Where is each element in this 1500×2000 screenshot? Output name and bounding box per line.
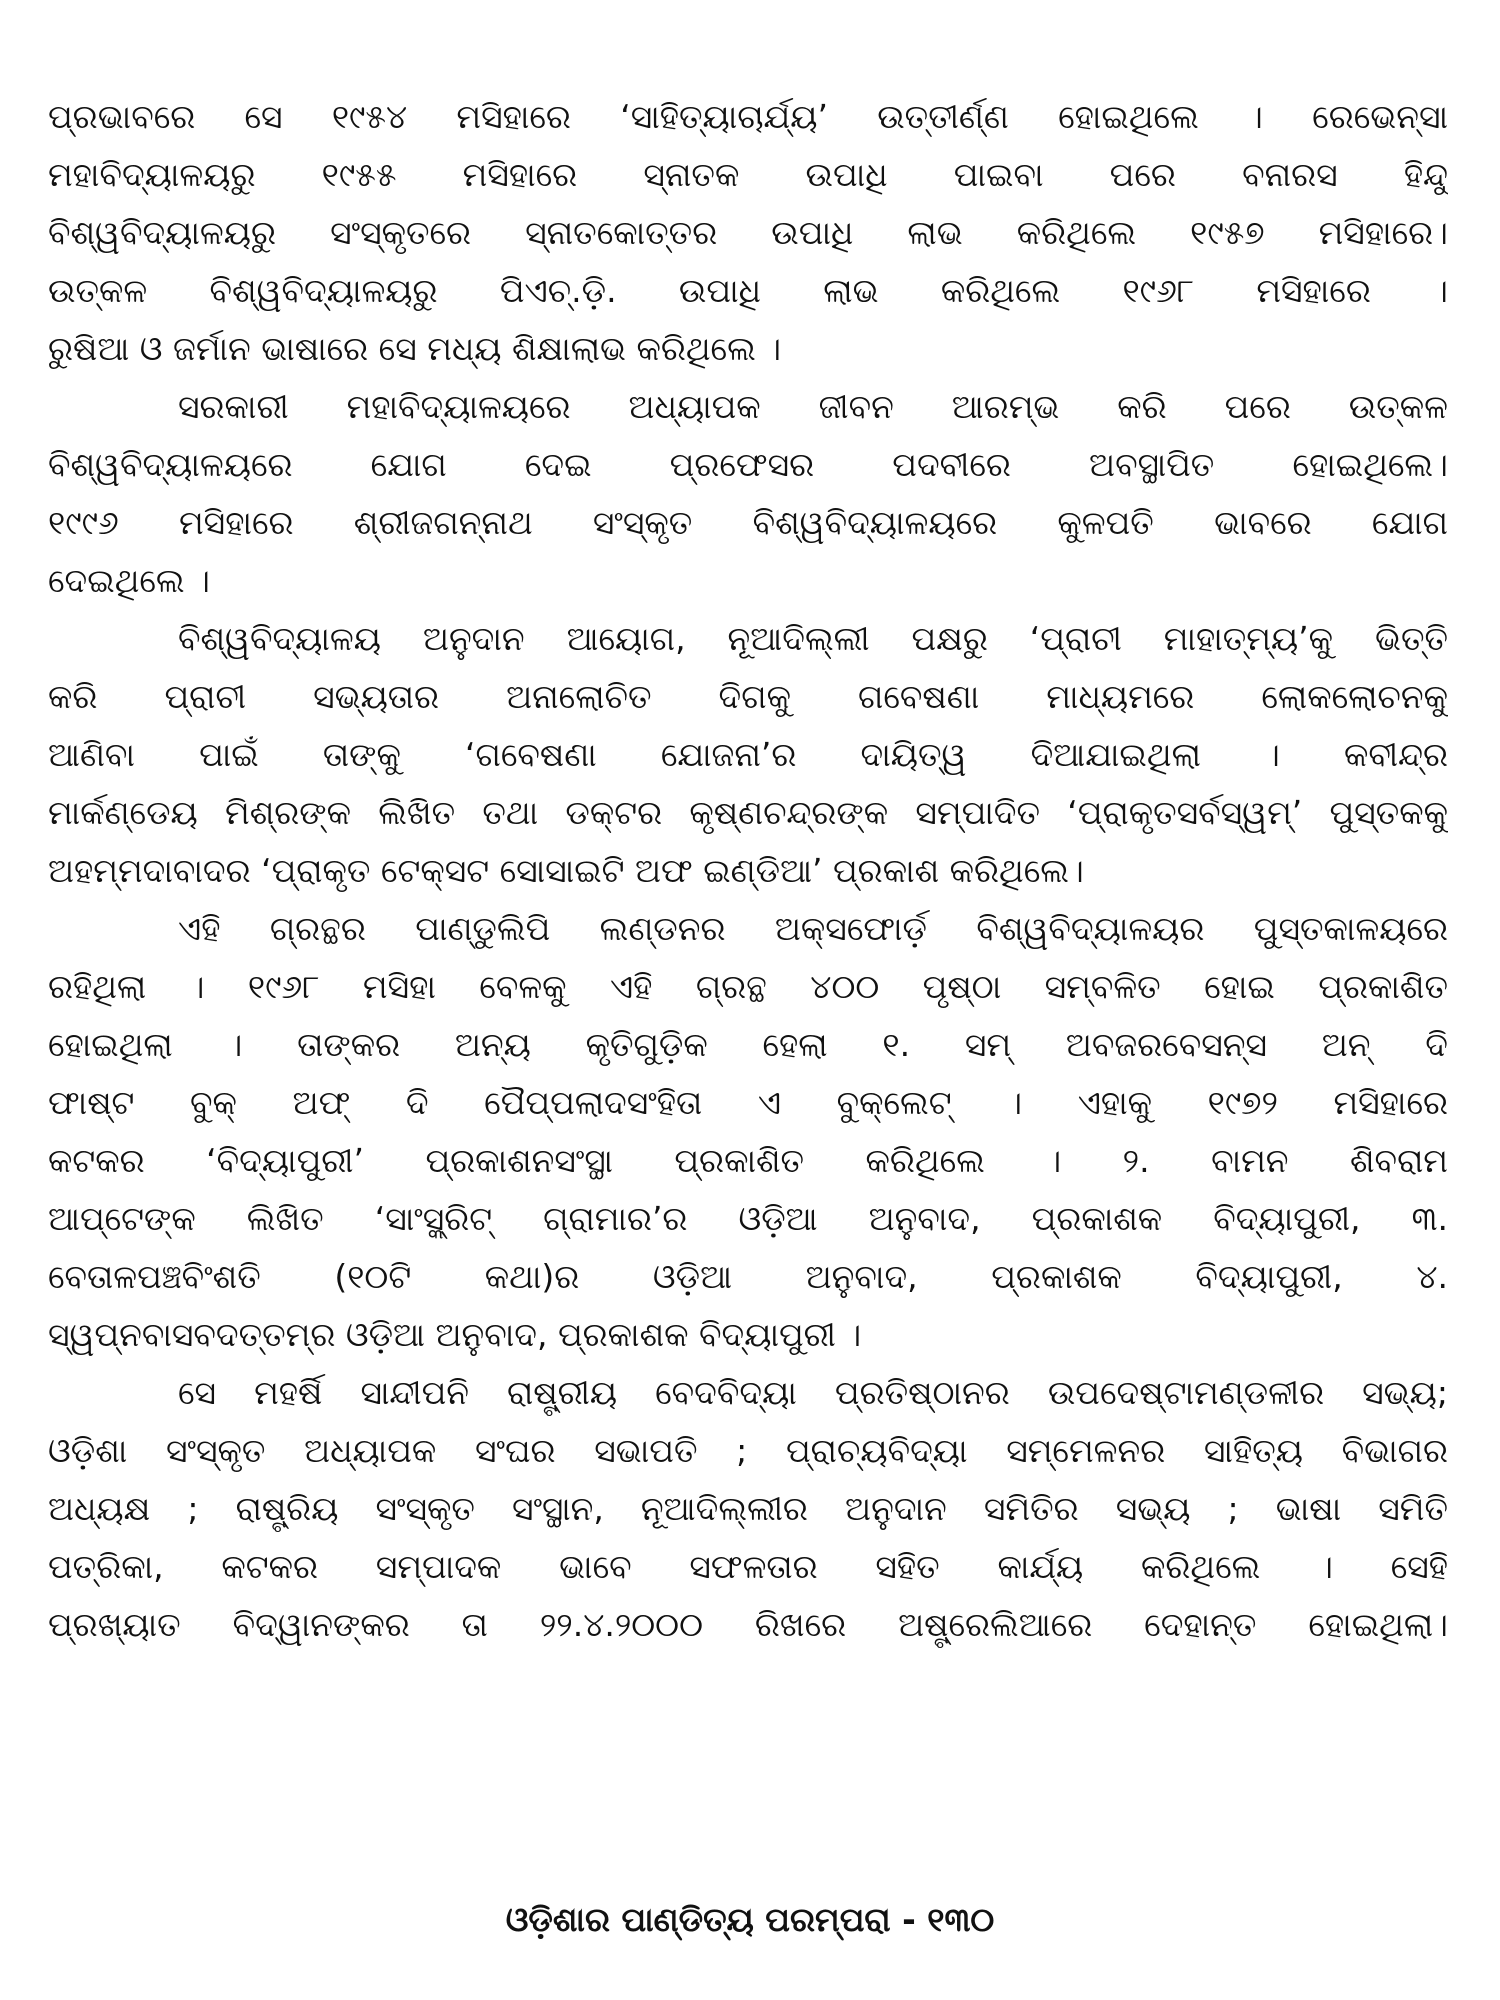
paragraph-4 <box>48 900 1448 1364</box>
text-line: ପ୍ରଖ୍ୟାତ ବିଦ୍ୱାନଙ୍କର ତା ୨୨.୪.୨୦୦୦ ରିଖରେ ଅଷ୍ଟ୍ରେଲିଆରେ ଦେହାନ୍ତ ହୋଇଥିଲା। <box>48 1605 1448 1644</box>
text-line: ବିଶ୍ୱବିଦ୍ୟାଳୟରେ ଯୋଗ ଦେଇ ପ୍ରଫେସର ପଦବୀରେ ଅବସ୍ଥାପିତ ହୋଇଥିଲେ। <box>48 445 1448 484</box>
text-line: ବିଶ୍ୱବିଦ୍ୟାଳୟ ଅନୁଦାନ ଆୟୋଗ, ନୂଆଦିଲ୍ଲୀ ପକ୍ଷରୁ ‘ପ୍ରାଚୀ ମାହାତ୍ମ୍ୟ’କୁ ଭିତ୍ତି <box>178 619 1448 658</box>
text-line: ଅହମ୍ମଦାବାଦର ‘ପ୍ରାକୃତ ଟେକ୍ସଟ ସୋସାଇଟି ଅଫ ଇଣ୍ଡିଆ’ ପ୍ରକାଶ କରିଥିଲେ। <box>48 851 1084 890</box>
text-line: ବେତାଳପଞ୍ଚବିଂଶତି (୧୦ଟି କଥା)ର ଓଡ଼ିଆ ଅନୁବାଦ, ପ୍ରକାଶକ ବିଦ୍ୟାପୁରୀ, ୪. <box>48 1257 1448 1296</box>
text-line: ସରକାରୀ ମହାବିଦ୍ୟାଳୟରେ ଅଧ୍ୟାପକ ଜୀବନ ଆରମ୍ଭ କରି ପରେ ଉତ୍କଳ <box>178 387 1448 426</box>
text-line: ପତ୍ରିକା, କଟକର ସମ୍ପାଦକ ଭାବେ ସଫଳତାର ସହିତ କାର୍ଯ୍ୟ କରିଥିଲେ । ସେହି <box>48 1547 1448 1586</box>
text-line: ହୋଇଥିଲା । ତାଙ୍କର ଅନ୍ୟ କୃତିଗୁଡ଼ିକ ହେଲା ୧. ସମ୍ ଅବଜରବେସନ୍‌ସ ଅନ୍ ଦି <box>48 1025 1448 1064</box>
text-line: ଆପ୍ଟେଙ୍କ ଲିଖିତ ‘ସାଂସ୍କ୍ରିଟ୍ ଗ୍ରାମାର’ର ଓଡ଼ିଆ ଅନୁବାଦ, ପ୍ରକାଶକ ବିଦ୍ୟାପୁରୀ, ୩. <box>48 1199 1448 1238</box>
page-body <box>48 88 1448 1654</box>
text-line: ମହାବିଦ୍ୟାଳୟରୁ ୧୯୫୫ ମସିହାରେ ସ୍ନାତକ ଉପାଧି ପାଇବା ପରେ ବନାରସ ହିନ୍ଦୁ <box>48 155 1448 194</box>
text-line: ସେ ମହର୍ଷି ସାନ୍ଦୀପନି ରାଷ୍ଟ୍ରୀୟ ବେଦବିଦ୍ୟା ପ୍ରତିଷ୍ଠାନର ଉପଦେଷ୍ଟାମଣ୍ଡଳୀର ସଭ୍ୟ; <box>178 1373 1448 1412</box>
text-line: କରି ପ୍ରାଚୀ ସଭ୍ୟତାର ଅନାଲୋଚିତ ଦିଗକୁ ଗବେଷଣା ମାଧ୍ୟମରେ ଲୋକଲୋଚନକୁ <box>48 677 1448 716</box>
text-line: ୧୯୯୬ ମସିହାରେ ଶ୍ରୀଜଗନ୍ନାଥ ସଂସ୍କୃତ ବିଶ୍ୱବିଦ୍ୟାଳୟରେ କୁଳପତି ଭାବରେ ଯୋଗ <box>48 503 1448 542</box>
text-line: ଉତ୍କଳ ବିଶ୍ୱବିଦ୍ୟାଳୟରୁ ପିଏଚ୍.ଡ଼ି. ଉପାଧି ଲାଭ କରିଥିଲେ ୧୯୬୮ ମସିହାରେ । <box>48 271 1448 310</box>
text-line: ସ୍ୱପ୍ନବାସବଦତ୍ତମ୍‌ର ଓଡ଼ିଆ ଅନୁବାଦ, ପ୍ରକାଶକ ବିଦ୍ୟାପୁରୀ । <box>48 1315 862 1354</box>
paragraph-1 <box>48 88 1448 378</box>
text-line: ଦେଇଥିଲେ । <box>48 561 210 600</box>
paragraph-3 <box>48 610 1448 900</box>
page-footer: ଓଡ଼ିଶାର ପାଣ୍ଡିତ୍ୟ ପରମ୍ପରା - ୧୩୦ <box>505 1900 995 1939</box>
text-line: ମାର୍କଣ୍ଡେୟ ମିଶ୍ରଙ୍କ ଲିଖିତ ତଥା ଡକ୍ଟର କୃଷ୍ଣଚନ୍ଦ୍ରଙ୍କ ସମ୍ପାଦିତ ‘ପ୍ରାକୃତସର୍ବସ୍ୱମ୍’ ପୁସ୍ତକକୁ <box>48 793 1448 832</box>
paragraph-5 <box>48 1364 1448 1654</box>
text-line: କଟକର ‘ବିଦ୍ୟାପୁରୀ’ ପ୍ରକାଶନସଂସ୍ଥା ପ୍ରକାଶିତ କରିଥିଲେ । ୨. ବାମନ ଶିବରାମ <box>48 1141 1448 1180</box>
text-line: ରହିଥିଲା । ୧୯୬୮ ମସିହା ବେଳକୁ ଏହି ଗ୍ରନ୍ଥ ୪୦୦ ପୃଷ୍ଠା ସମ୍ବଳିତ ହୋଇ ପ୍ରକାଶିତ <box>48 967 1448 1006</box>
text-line: ଅଧ୍ୟକ୍ଷ ; ରାଷ୍ଟ୍ରିୟ ସଂସ୍କୃତ ସଂସ୍ଥାନ, ନୂଆଦିଲ୍ଲୀର ଅନୁଦାନ ସମିତିର ସଭ୍ୟ ; ଭାଷା ସମିତି <box>48 1489 1448 1528</box>
text-line: ଫାଷ୍ଟ ବୁକ୍ ଅଫ୍ ଦି ପୈପ୍ପଲାଦସଂହିତା ଏ ବୁକ୍‌ଲେଟ୍ । ଏହାକୁ ୧୯୭୨ ମସିହାରେ <box>48 1083 1448 1122</box>
text-line: ବିଶ୍ୱବିଦ୍ୟାଳୟରୁ ସଂସ୍କୃତରେ ସ୍ନାତକୋତ୍ତର ଉପାଧି ଲାଭ କରିଥିଲେ ୧୯୫୭ ମସିହାରେ। <box>48 213 1448 252</box>
text-line: ପ୍ରଭାବରେ ସେ ୧୯୫୪ ମସିହାରେ ‘ସାହିତ୍ୟାଚାର୍ଯ୍ୟ’ ଉତ୍ତୀର୍ଣ୍ଣ ହୋଇଥିଲେ । ରେଭେନ୍ସା <box>48 97 1448 136</box>
text-line: ଏହି ଗ୍ରନ୍ଥର ପାଣ୍ଡୁଲିପି ଲଣ୍ଡନର ଅକ୍ସଫୋର୍ଡ଼ ବିଶ୍ୱବିଦ୍ୟାଳୟର ପୁସ୍ତକାଳୟରେ <box>178 909 1448 948</box>
text-line: ରୁଷିଆ ଓ ଜର୍ମାନ ଭାଷାରେ ସେ ମଧ୍ୟ ଶିକ୍ଷାଲାଭ କରିଥିଲେ । <box>48 329 782 368</box>
text-line: ଓଡ଼ିଶା ସଂସ୍କୃତ ଅଧ୍ୟାପକ ସଂଘର ସଭାପତି ; ପ୍ରାଚ୍ୟବିଦ୍ୟା ସମ୍ମେଳନର ସାହିତ୍ୟ ବିଭାଗର <box>48 1431 1448 1470</box>
paragraph-2 <box>48 378 1448 610</box>
text-line: ଆଣିବା ପାଇଁ ତାଙ୍କୁ ‘ଗବେଷଣା ଯୋଜନା’ର ଦାୟିତ୍ୱ ଦିଆଯାଇଥିଲା । କବୀନ୍ଦ୍ର <box>48 735 1448 774</box>
